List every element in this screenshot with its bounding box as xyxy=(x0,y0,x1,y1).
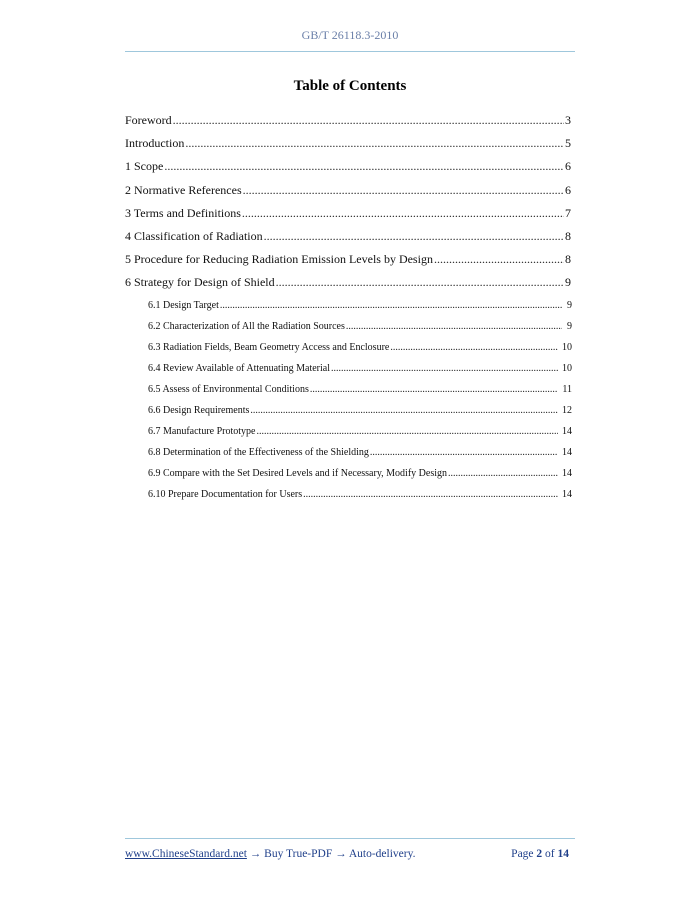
toc-entry-page: 14 xyxy=(562,489,572,501)
footer-divider xyxy=(125,838,575,839)
toc-dot-leader xyxy=(276,271,564,294)
toc-entry[interactable] xyxy=(125,109,571,132)
toc-entry-page: 14 xyxy=(562,426,572,438)
toc-entry-page: 12 xyxy=(562,404,572,416)
toc-entry-page: 11 xyxy=(562,383,572,395)
toc-entry-label: 2 Normative References xyxy=(125,182,242,197)
total-pages: 14 xyxy=(557,848,569,860)
toc-entry-page: 9 xyxy=(567,299,572,311)
toc-dot-leader xyxy=(370,442,558,463)
toc-entry[interactable] xyxy=(125,248,571,271)
toc-entry-page: 10 xyxy=(562,362,572,374)
toc-entry-page: 7 xyxy=(565,205,571,220)
toc-entry-page: 14 xyxy=(562,468,572,480)
toc-entry-label: 1 Scope xyxy=(125,159,164,174)
toc-entry-label: 4 Classification of Radiation xyxy=(125,228,263,243)
toc-dot-leader xyxy=(434,248,564,271)
toc-entry-page: 8 xyxy=(565,252,571,267)
toc-entry-page: 8 xyxy=(565,228,571,243)
website-link[interactable]: www.ChineseStandard.net xyxy=(125,848,247,860)
toc-dot-leader xyxy=(346,316,562,337)
toc-entry-label: Introduction xyxy=(125,136,185,151)
toc-entry-label: 6.3 Radiation Fields, Beam Geometry Access and Enclosure xyxy=(148,341,390,353)
toc-entry-page: 9 xyxy=(565,275,571,290)
toc-entry-label: 3 Terms and Definitions xyxy=(125,205,241,220)
toc-entry-page: 9 xyxy=(567,320,572,332)
toc-dot-leader xyxy=(256,421,558,442)
toc-entry[interactable] xyxy=(125,202,571,225)
toc-subentry[interactable] xyxy=(148,316,572,337)
toc-entry-page: 5 xyxy=(565,136,571,151)
page-number xyxy=(511,848,569,860)
page-of-label: of xyxy=(545,848,555,860)
toc-dot-leader xyxy=(185,132,564,155)
toc-dot-leader xyxy=(242,202,564,225)
toc-dot-leader xyxy=(173,109,564,132)
toc-subentry[interactable] xyxy=(148,337,572,358)
toc-entry-page: 6 xyxy=(565,159,571,174)
toc-dot-leader xyxy=(220,295,562,316)
toc-entry-label: 6.6 Design Requirements xyxy=(148,404,250,416)
toc-subentry[interactable] xyxy=(148,379,572,400)
toc-dot-leader xyxy=(310,379,559,400)
toc-dot-leader xyxy=(331,358,558,379)
toc-subentry[interactable] xyxy=(148,358,572,379)
toc-entry-label: 6.10 Prepare Documentation for Users xyxy=(148,489,303,501)
header-divider xyxy=(125,51,575,52)
toc-dot-leader xyxy=(243,179,564,202)
current-page: 2 xyxy=(536,848,543,860)
toc-entry[interactable] xyxy=(125,271,571,294)
toc-dot-leader xyxy=(250,400,558,421)
toc-subentry[interactable] xyxy=(148,421,572,442)
toc-subentry[interactable] xyxy=(148,484,572,505)
page-label: Page xyxy=(511,848,534,860)
toc-entry-label: 5 Procedure for Reducing Radiation Emission Levels by Design xyxy=(125,252,433,267)
table-of-contents xyxy=(125,109,571,505)
toc-dot-leader xyxy=(448,463,558,484)
toc-entry-label: 6.8 Determination of the Effectiveness of the Shielding xyxy=(148,447,369,459)
footer-promo xyxy=(125,848,415,860)
toc-entry-label: 6.2 Characterization of All the Radiation Sources xyxy=(148,320,345,332)
toc-entry-label: Foreword xyxy=(125,113,172,127)
toc-entry-label: 6.4 Review Available of Attenuating Material xyxy=(148,362,330,374)
toc-entry-label: 6.1 Design Target xyxy=(148,299,219,311)
toc-dot-leader xyxy=(303,484,558,505)
toc-entry-page: 14 xyxy=(562,447,572,459)
toc-entry[interactable] xyxy=(125,179,571,202)
toc-dot-leader xyxy=(390,337,558,358)
toc-entry-label: 6.9 Compare with the Set Desired Levels and if Necessary, Modify Design xyxy=(148,468,447,480)
footer-promo-text: → Buy True-PDF → Auto-delivery. xyxy=(246,848,416,860)
toc-entry[interactable] xyxy=(125,155,571,178)
toc-entry-label: 6 Strategy for Design of Shield xyxy=(125,275,275,290)
toc-dot-leader xyxy=(264,225,564,248)
running-header: GB/T 26118.3-2010 xyxy=(301,28,399,42)
toc-entry-label: 6.7 Manufacture Prototype xyxy=(148,426,256,438)
toc-subentry[interactable] xyxy=(148,295,572,316)
toc-entry-page: 3 xyxy=(565,113,571,127)
toc-subentry[interactable] xyxy=(148,463,572,484)
page-title: Table of Contents xyxy=(293,78,407,94)
toc-entry-label: 6.5 Assess of Environmental Conditions xyxy=(148,383,309,395)
toc-entry[interactable] xyxy=(125,225,571,248)
toc-subentry[interactable] xyxy=(148,400,572,421)
toc-dot-leader xyxy=(164,155,564,178)
toc-subentry[interactable] xyxy=(148,442,572,463)
toc-entry-page: 10 xyxy=(562,341,572,353)
toc-entry[interactable] xyxy=(125,132,571,155)
toc-entry-page: 6 xyxy=(565,182,571,197)
